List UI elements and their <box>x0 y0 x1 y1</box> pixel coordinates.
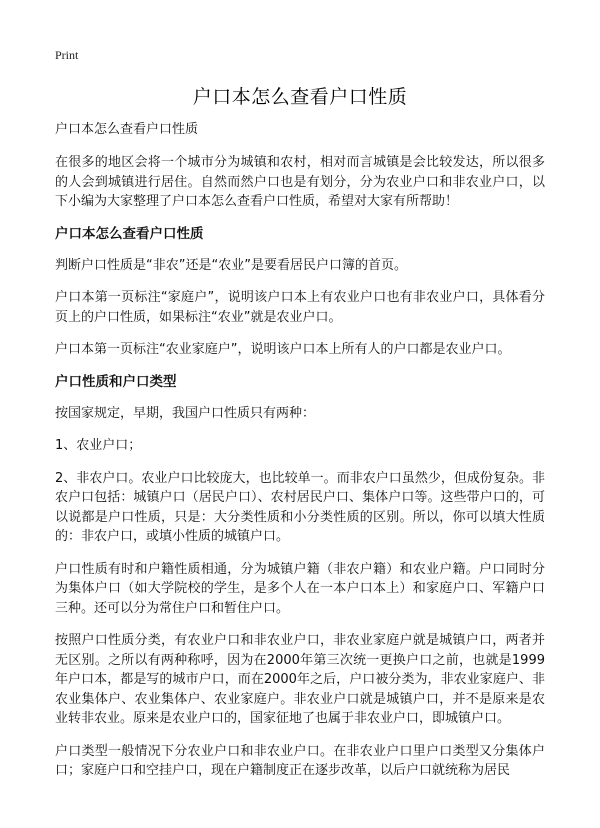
section1-paragraph: 户口本第一页标注“农业家庭户”，说明该户口本上所有人的户口都是农业户口。 <box>55 342 511 357</box>
section2-paragraph: 按国家规定，早期，我国户口性质只有两种： <box>55 405 316 421</box>
section-heading-type-and-category: 户口性质和户口类型 <box>55 373 177 390</box>
intro-paragraph: 在很多的地区会将一个城市分为城镇和农村，相对而言城镇是会比较发达，所以很多的人会到城镇进行居住。自然而然户口也是有划分，分为农业户口和非农业户口，以下小编为大家整理了户口本怎么查看户口性质，希望对大家有所帮助！ <box>55 155 545 209</box>
section2-paragraph: 1、农业户口； <box>55 438 142 453</box>
page-title: 户口本怎么查看户口性质 <box>192 86 408 108</box>
section1-paragraph: 户口本第一页标注“家庭户”，说明该户口本上有农业户口也有非农业户口，具体看分页上的户口性质，如果标注“农业”就是农业户口。 <box>55 290 545 325</box>
section2-paragraph: 户口性质有时和户籍性质相通，分为城镇户籍（非农户籍）和农业户籍。户口同时分为集体户口（如大学院校的学生，是多个人在一本户口本上）和家庭户口、军籍户口三种。还可以分为常住户口和暂住户口。 <box>55 561 545 616</box>
section2-paragraph: 按照户口性质分类，有农业户口和非农业户口，非农业家庭户就是城镇户口，两者并无区别。之所以有两种称呼，因为在2000年第三次统一更换户口之前，也就是1999年户口本，都是写的城市户口，而在2000年之后，户口被分类为，非农业家庭户、非农业集体户、农业集体户、农业家庭户。非农业户口就是城镇户口，并不是原来是农业转非农业。原来是农业户口的，国家征地了也属于非农业户口，即城镇户口。 <box>55 633 545 726</box>
article-subtitle: 户口本怎么查看户口性质 <box>55 122 199 137</box>
section2-paragraph: 户口类型一般情况下分农业户口和非农业户口。在非农业户口里户口类型又分集体户口；家庭户口和空挂户口，现在户籍制度正在逐步改革，以后户口就统称为居民 <box>55 743 545 778</box>
section2-paragraph: 2、非农户口。农业户口比较庞大，也比较单一。而非农户口虽然少，但成份复杂。非农户口包括：城镇户口（居民户口）、农村居民户口、集体户口等。这些带户口的，可以说都是户口性质，只是：大分类性质和小分类性质的区别。所以，你可以填大性质的：非农户口，或填小性质的城镇户口。 <box>55 470 545 544</box>
article-body <box>55 121 545 794</box>
section1-paragraph: 判断户口性质是“非农”还是“农业”是要看居民户口簿的首页。 <box>55 257 407 273</box>
print-link[interactable]: Print <box>55 48 79 62</box>
section-heading-check-type: 户口本怎么查看户口性质 <box>55 225 204 242</box>
